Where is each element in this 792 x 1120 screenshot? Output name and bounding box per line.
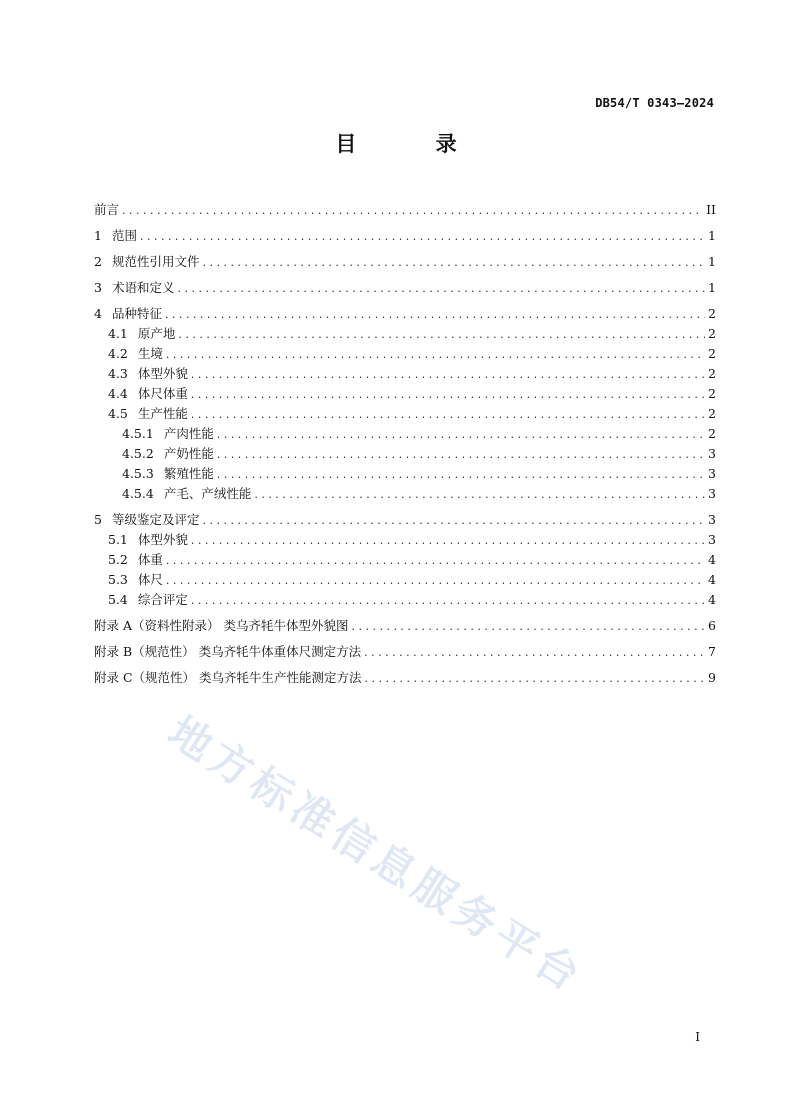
toc-page-number: 4 [708,552,716,567]
toc-entry-label [122,444,214,464]
toc-entry[interactable] [94,364,716,384]
toc-entry-number: 5.3 [108,572,128,587]
toc-entry-label [108,384,188,404]
toc-dot-leader [217,445,705,465]
toc-dot-leader [202,511,705,531]
toc-dot-leader [217,465,705,485]
page-title: 目 录 [335,132,493,156]
toc-dot-leader [122,201,703,221]
toc-entry-label [108,530,188,550]
toc-entry-label [94,668,362,688]
toc-page-number: 9 [708,670,716,685]
toc-entry[interactable] [94,404,716,424]
toc-entry-number: 4.5.2 [122,446,154,461]
toc-entry[interactable] [94,226,716,246]
toc-entry[interactable] [94,424,716,444]
toc-entry-label [94,510,199,530]
toc-entry[interactable] [94,344,716,364]
toc-entry-label [94,226,137,246]
toc-page-number: 2 [708,426,716,441]
toc-dot-leader [364,643,705,663]
toc-page-number: 3 [708,446,716,461]
toc-entry-number: 4.5 [108,406,128,421]
toc-entry-label [122,464,214,484]
toc-entry-label [108,364,188,384]
toc-entry-number: 1 [94,228,102,243]
toc-entry[interactable] [94,384,716,404]
toc-entry[interactable] [94,668,716,688]
toc-entry-text: 附录 B（规范性） 类乌齐牦牛体重体尺测定方法 [94,644,362,659]
toc-entry-number: 5.4 [108,592,128,607]
toc-dot-leader [351,617,705,637]
toc-entry-label [108,324,175,344]
toc-page-number: 2 [708,306,716,321]
toc-entry-text: 附录 C（规范性） 类乌齐牦牛生产性能测定方法 [94,670,362,685]
toc-entry-label [94,252,199,272]
toc-entry[interactable] [94,304,716,324]
toc-page-number: 4 [708,592,716,607]
toc-entry[interactable] [94,530,716,550]
page-number: I [695,1030,700,1044]
toc-entry-text: 产肉性能 [163,426,214,441]
toc-page-number: 3 [708,486,716,501]
toc-dot-leader [166,551,705,571]
toc-dot-leader [166,571,705,591]
toc-entry-text: 产毛、产绒性能 [163,486,252,501]
toc-page-number: 1 [708,228,716,243]
toc-entry-label [94,200,119,220]
document-code: DB54/T 0343—2024 [595,96,714,110]
toc-entry[interactable] [94,324,716,344]
toc-entry-text: 附录 A（资料性附录） 类乌齐牦牛体型外貌图 [94,618,349,633]
toc-dot-leader [191,365,705,385]
toc-entry-text: 前言 [94,202,120,217]
toc-entry-number: 4.3 [108,366,128,381]
toc-page-number: 2 [708,366,716,381]
toc-entry-text: 体型外貌 [137,532,188,547]
toc-entry[interactable] [94,590,716,610]
toc-dot-leader [254,485,705,505]
toc-entry-number: 4 [94,306,102,321]
toc-entry-number: 4.5.4 [122,486,154,501]
toc-dot-leader [166,345,705,365]
toc-entry-text: 范围 [111,228,137,243]
toc-entry-number: 5.1 [108,532,128,547]
toc-dot-leader [365,669,706,689]
toc-entry-number: 4.1 [108,326,128,341]
toc-entry-text: 综合评定 [137,592,188,607]
toc-page-number: 7 [708,644,716,659]
toc-entry-label [108,590,188,610]
toc-entry[interactable] [94,570,716,590]
toc-entry[interactable] [94,550,716,570]
toc-dot-leader [191,591,705,611]
toc-entry-text: 产奶性能 [163,446,214,461]
toc-entry-label [94,616,348,636]
toc-dot-leader [191,385,705,405]
toc-entry-number: 4.2 [108,346,128,361]
toc-entry-text: 生境 [137,346,163,361]
toc-dot-leader [178,325,705,345]
toc-entry[interactable] [94,200,716,220]
toc-entry-label [122,424,214,444]
toc-entry-label [108,570,163,590]
toc-page-number: 6 [708,618,716,633]
toc-entry-number: 4.4 [108,386,128,401]
toc-entry-number: 5 [94,512,102,527]
toc-entry-text: 体重 [137,552,163,567]
toc-entry-label [108,344,163,364]
toc-entry[interactable] [94,642,716,662]
toc-entry[interactable] [94,278,716,298]
toc-entry[interactable] [94,464,716,484]
toc-dot-leader [140,227,705,247]
toc-entry-text: 规范性引用文件 [111,254,200,269]
toc-dot-leader [191,405,705,425]
toc-dot-leader [191,531,705,551]
toc-page-number: II [706,202,716,217]
toc-entry-text: 等级鉴定及评定 [111,512,200,527]
toc-entry-text: 品种特征 [111,306,162,321]
toc-dot-leader [217,425,705,445]
toc-entry[interactable] [94,484,716,504]
toc-page-number: 2 [708,326,716,341]
toc-entry-text: 生产性能 [137,406,188,421]
toc-dot-leader [202,253,705,273]
toc-entry[interactable] [94,252,716,272]
toc-entry-number: 2 [94,254,102,269]
toc-page-number: 2 [708,406,716,421]
toc-entry-label [94,642,361,662]
toc-entry-label [108,550,163,570]
toc-entry-label [94,304,162,324]
toc-dot-leader [177,279,705,299]
table-of-contents [94,200,716,688]
toc-entry[interactable] [94,510,716,530]
toc-entry-text: 体尺 [137,572,163,587]
toc-entry-number: 4.5.3 [122,466,154,481]
toc-dot-leader [165,305,705,325]
toc-page-number: 4 [708,572,716,587]
toc-entry[interactable] [94,616,716,636]
watermark-text: 地方标准信息服务平台 [159,706,593,1003]
toc-page-number: 3 [708,466,716,481]
toc-entry-text: 体型外貌 [137,366,188,381]
toc-entry-label [94,278,174,298]
toc-entry-label [108,404,188,424]
toc-page-number: 3 [708,532,716,547]
toc-entry-text: 术语和定义 [111,280,175,295]
toc-page-number: 2 [708,346,716,361]
toc-entry-text: 原产地 [137,326,176,341]
toc-entry-label [122,484,251,504]
toc-entry[interactable] [94,444,716,464]
toc-entry-number: 4.5.1 [122,426,154,441]
toc-entry-number: 5.2 [108,552,128,567]
toc-page-number: 2 [708,386,716,401]
toc-entry-text: 体尺体重 [137,386,188,401]
toc-entry-number: 3 [94,280,102,295]
toc-page-number: 3 [708,512,716,527]
toc-page-number: 1 [708,280,716,295]
toc-page-number: 1 [708,254,716,269]
toc-entry-text: 繁殖性能 [163,466,214,481]
